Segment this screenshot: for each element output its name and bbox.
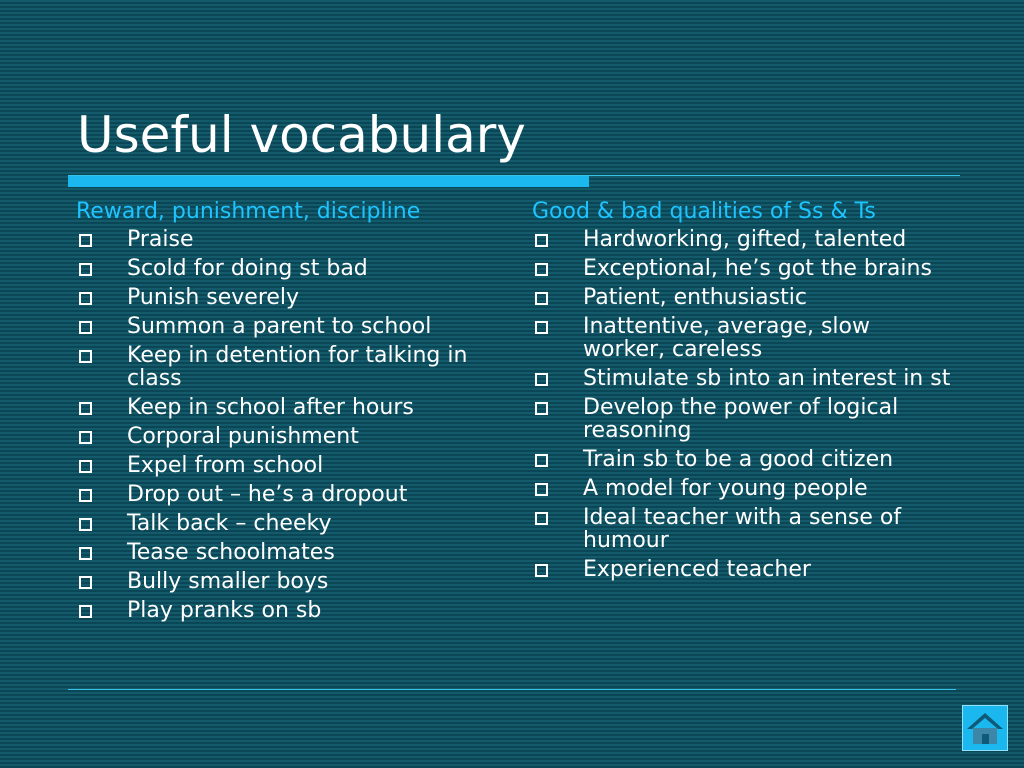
right-column <box>532 198 952 587</box>
list-item-text: Bully smaller boys <box>127 569 329 594</box>
list-item <box>76 454 496 477</box>
list-item-text: A model for young people <box>583 476 868 501</box>
list-item <box>532 477 952 500</box>
list-item <box>76 512 496 535</box>
list-item-text: Experienced teacher <box>583 557 811 582</box>
square-bullet-icon <box>79 460 92 473</box>
list-item <box>76 257 496 280</box>
home-button[interactable] <box>962 705 1008 751</box>
square-bullet-icon <box>79 547 92 560</box>
square-bullet-icon <box>535 402 548 415</box>
list-item-text: Summon a parent to school <box>127 314 432 339</box>
left-column-heading: Reward, punishment, discipline <box>76 199 421 224</box>
list-item-text: Drop out – he’s a dropout <box>127 482 408 507</box>
home-icon <box>963 706 1007 750</box>
square-bullet-icon <box>79 263 92 276</box>
square-bullet-icon <box>535 292 548 305</box>
square-bullet-icon <box>535 512 548 525</box>
square-bullet-icon <box>79 576 92 589</box>
list-item-text: Exceptional, he’s got the brains <box>583 256 932 281</box>
list-item-text: Inattentive, average, slow worker, careless <box>583 314 870 362</box>
list-item <box>76 228 496 251</box>
list-item-text: Play pranks on sb <box>127 598 322 623</box>
right-vocabulary-list <box>532 228 952 581</box>
list-item-text: Patient, enthusiastic <box>583 285 807 310</box>
list-item <box>76 541 496 564</box>
list-item-text: Ideal teacher with a sense of humour <box>583 505 902 553</box>
list-item-text: Punish severely <box>127 285 300 310</box>
left-vocabulary-list <box>76 228 496 622</box>
list-item <box>76 315 496 338</box>
list-item-text: Develop the power of logical reasoning <box>583 395 899 443</box>
square-bullet-icon <box>79 489 92 502</box>
list-item-text: Expel from school <box>127 453 324 478</box>
square-bullet-icon <box>535 234 548 247</box>
list-item <box>76 570 496 593</box>
square-bullet-icon <box>535 483 548 496</box>
right-column-heading: Good & bad qualities of Ss & Ts <box>532 199 876 224</box>
list-item <box>532 558 952 581</box>
square-bullet-icon <box>79 518 92 531</box>
list-item-text: Scold for doing st bad <box>127 256 368 281</box>
list-item <box>532 506 952 552</box>
left-column <box>76 198 496 628</box>
slide-title: Useful vocabulary <box>77 106 526 164</box>
bottom-divider <box>68 689 956 690</box>
list-item <box>76 425 496 448</box>
list-item-text: Talk back – cheeky <box>127 511 332 536</box>
list-item <box>76 286 496 309</box>
list-item <box>532 315 952 361</box>
title-divider-accent <box>68 176 589 187</box>
list-item <box>76 344 496 390</box>
square-bullet-icon <box>79 605 92 618</box>
list-item-text: Train sb to be a good citizen <box>583 447 894 472</box>
square-bullet-icon <box>535 263 548 276</box>
list-item-text: Praise <box>127 227 194 252</box>
square-bullet-icon <box>535 564 548 577</box>
list-item-text: Hardworking, gifted, talented <box>583 227 907 252</box>
list-item <box>76 599 496 622</box>
square-bullet-icon <box>79 402 92 415</box>
square-bullet-icon <box>79 431 92 444</box>
list-item <box>532 286 952 309</box>
square-bullet-icon <box>79 292 92 305</box>
square-bullet-icon <box>79 234 92 247</box>
list-item-text: Stimulate sb into an interest in st <box>583 366 951 391</box>
list-item-text: Keep in detention for talking in class <box>127 343 468 391</box>
list-item-text: Corporal punishment <box>127 424 359 449</box>
list-item <box>532 448 952 471</box>
square-bullet-icon <box>79 321 92 334</box>
list-item <box>76 483 496 506</box>
list-item <box>532 396 952 442</box>
square-bullet-icon <box>79 350 92 363</box>
list-item <box>532 228 952 251</box>
list-item-text: Tease schoolmates <box>127 540 335 565</box>
square-bullet-icon <box>535 321 548 334</box>
list-item <box>532 257 952 280</box>
list-item <box>76 396 496 419</box>
list-item <box>532 367 952 390</box>
square-bullet-icon <box>535 373 548 386</box>
list-item-text: Keep in school after hours <box>127 395 414 420</box>
square-bullet-icon <box>535 454 548 467</box>
